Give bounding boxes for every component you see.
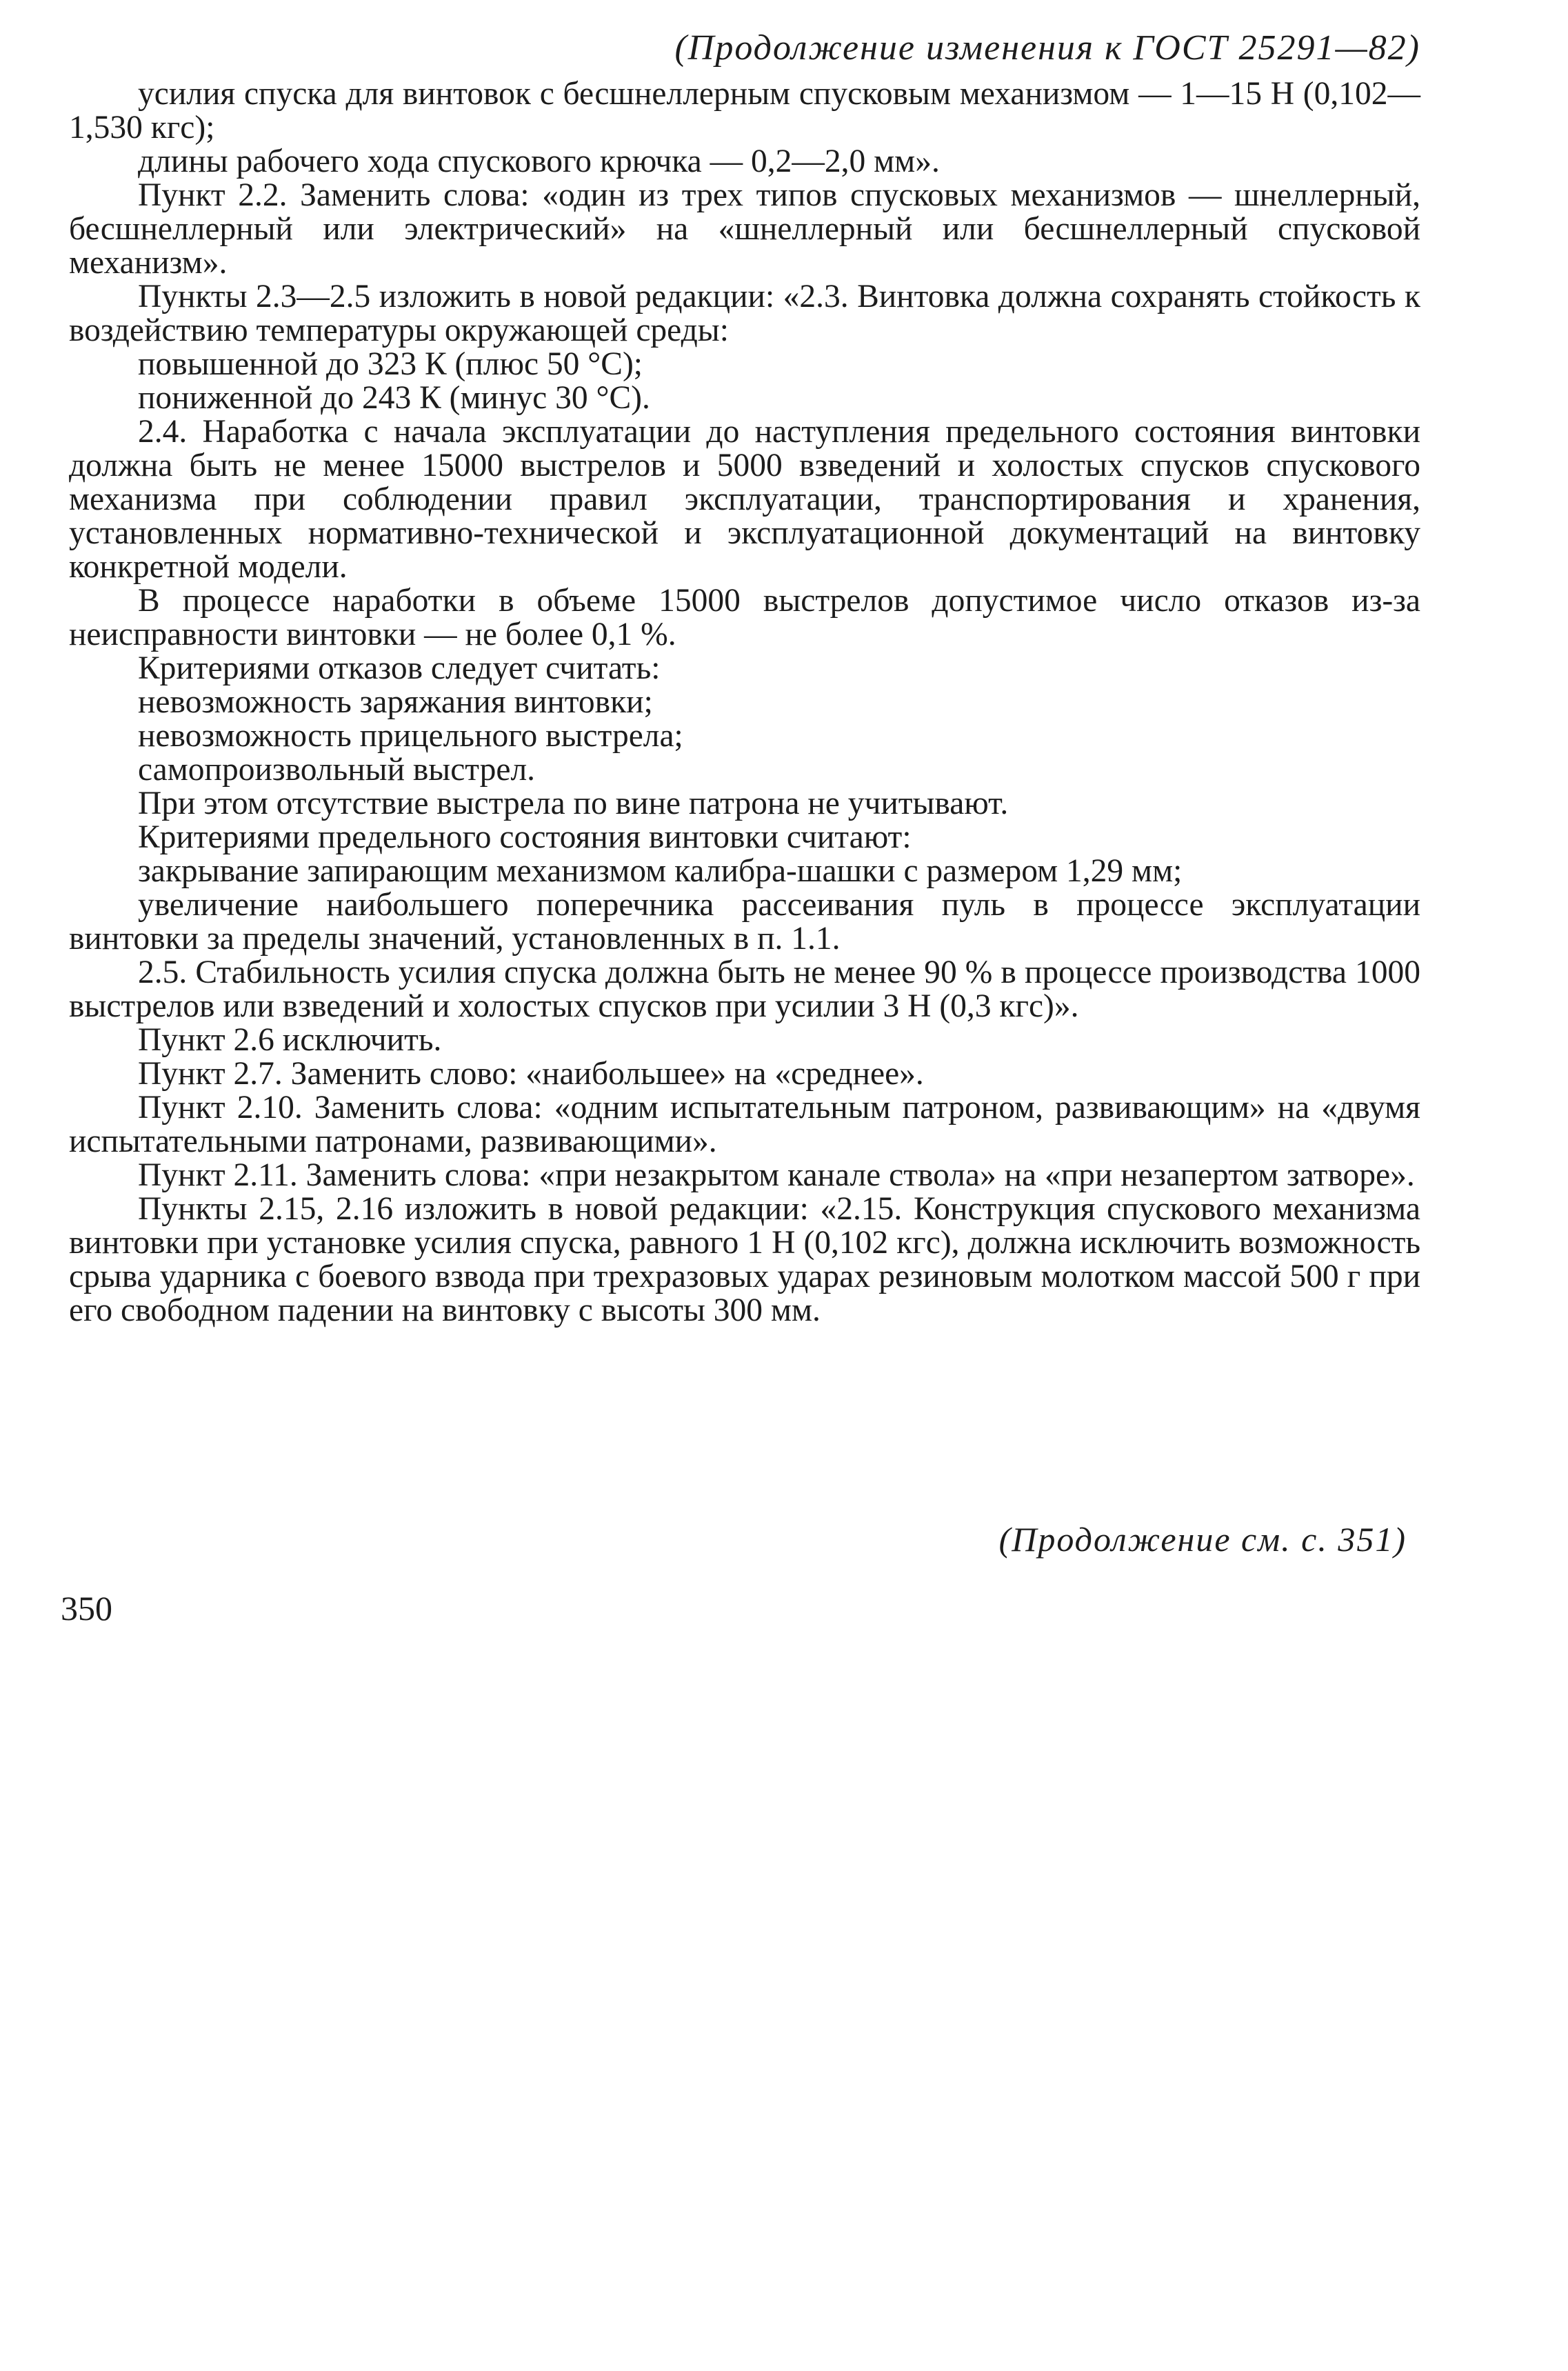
paragraph: 2.4. Наработка с начала эксплуатации до наступления предельного состояния винтовки должна быть не менее 15000 выстрелов и 5000 взведений и холостых спусков спускового механизма при соблюдении правил эксплуатации, транспортирования и хранения, установленных нормативно-технической и эксплуатационной документаций на винтовку конкретной модели.	[69, 414, 1420, 585]
paragraph: Пункт 2.7. Заменить слово: «наибольшее» на «среднее».	[138, 1056, 924, 1092]
paragraph: Критериями отказов следует считать:	[138, 650, 661, 686]
paragraph: невозможность прицельного выстрела;	[138, 718, 683, 754]
paragraph: При этом отсутствие выстрела по вине патрона не учитывают.	[138, 786, 1009, 821]
paragraph: пониженной до 243 К (минус 30 °С).	[138, 380, 650, 416]
paragraph: Пункты 2.15, 2.16 изложить в новой редакции: «2.15. Конструкция спускового механизма винтовки при установке усилия спуска, равного 1 Н (0,102 кгс), должна исключить возможность срыва ударника с боевого взвода при трехразовых ударах резиновым молотком массой 500 г при его свободном падении на винтовку с высоты 300 мм.	[69, 1191, 1420, 1328]
paragraph: Пункт 2.6 исключить.	[138, 1022, 442, 1058]
paragraph: самопроизвольный выстрел.	[138, 752, 536, 788]
paragraph: закрывание запирающим механизмом калибра-шашки с размером 1,29 мм;	[138, 853, 1183, 889]
page-number: 350	[61, 1589, 112, 1628]
paragraph: Пункт 2.10. Заменить слова: «одним испытательным патроном, развивающим» на «двумя испытательными патронами, развивающими».	[69, 1090, 1420, 1159]
paragraph: усилия спуска для винтовок с бесшнеллерным спусковым механизмом — 1—15 Н (0,102—1,530 кгс);	[69, 76, 1420, 146]
continuation-footer: (Продолжение см. с. 351)	[998, 1520, 1407, 1559]
continuation-header: (Продолжение изменения к ГОСТ 25291—82)	[674, 28, 1420, 68]
paragraph: Пункт 2.11. Заменить слова: «при незакрытом канале ствола» на «при незапертом затворе».	[138, 1157, 1415, 1193]
paragraph: Пункты 2.3—2.5 изложить в новой редакции: «2.3. Винтовка должна сохранять стойкость к воздействию температуры окружающей среды:	[69, 279, 1420, 348]
paragraph: Критериями предельного состояния винтовки считают:	[138, 819, 912, 855]
paragraph: 2.5. Стабильность усилия спуска должна быть не менее 90 % в процессе производства 1000 выстрелов или взведений и холостых спусков при усилии 3 Н (0,3 кгс)».	[69, 954, 1420, 1024]
paragraph: В процессе наработки в объеме 15000 выстрелов допустимое число отказов из-за неисправности винтовки — не более 0,1 %.	[69, 583, 1420, 652]
paragraph: увеличение наибольшего поперечника рассеивания пуль в процессе эксплуатации винтовки за пределы значений, установленных в п. 1.1.	[69, 887, 1420, 957]
paragraph: невозможность заряжания винтовки;	[138, 684, 653, 720]
paragraph: Пункт 2.2. Заменить слова: «один из трех типов спусковых механизмов — шнеллерный, бесшнеллерный или электрический» на «шнеллерный или бесшнеллерный спусковой механизм».	[69, 177, 1420, 281]
paragraph: длины рабочего хода спускового крючка — 0,2—2,0 мм».	[138, 143, 940, 179]
paragraph: повышенной до 323 К (плюс 50 °С);	[138, 346, 643, 382]
body-text	[69, 77, 1420, 1328]
